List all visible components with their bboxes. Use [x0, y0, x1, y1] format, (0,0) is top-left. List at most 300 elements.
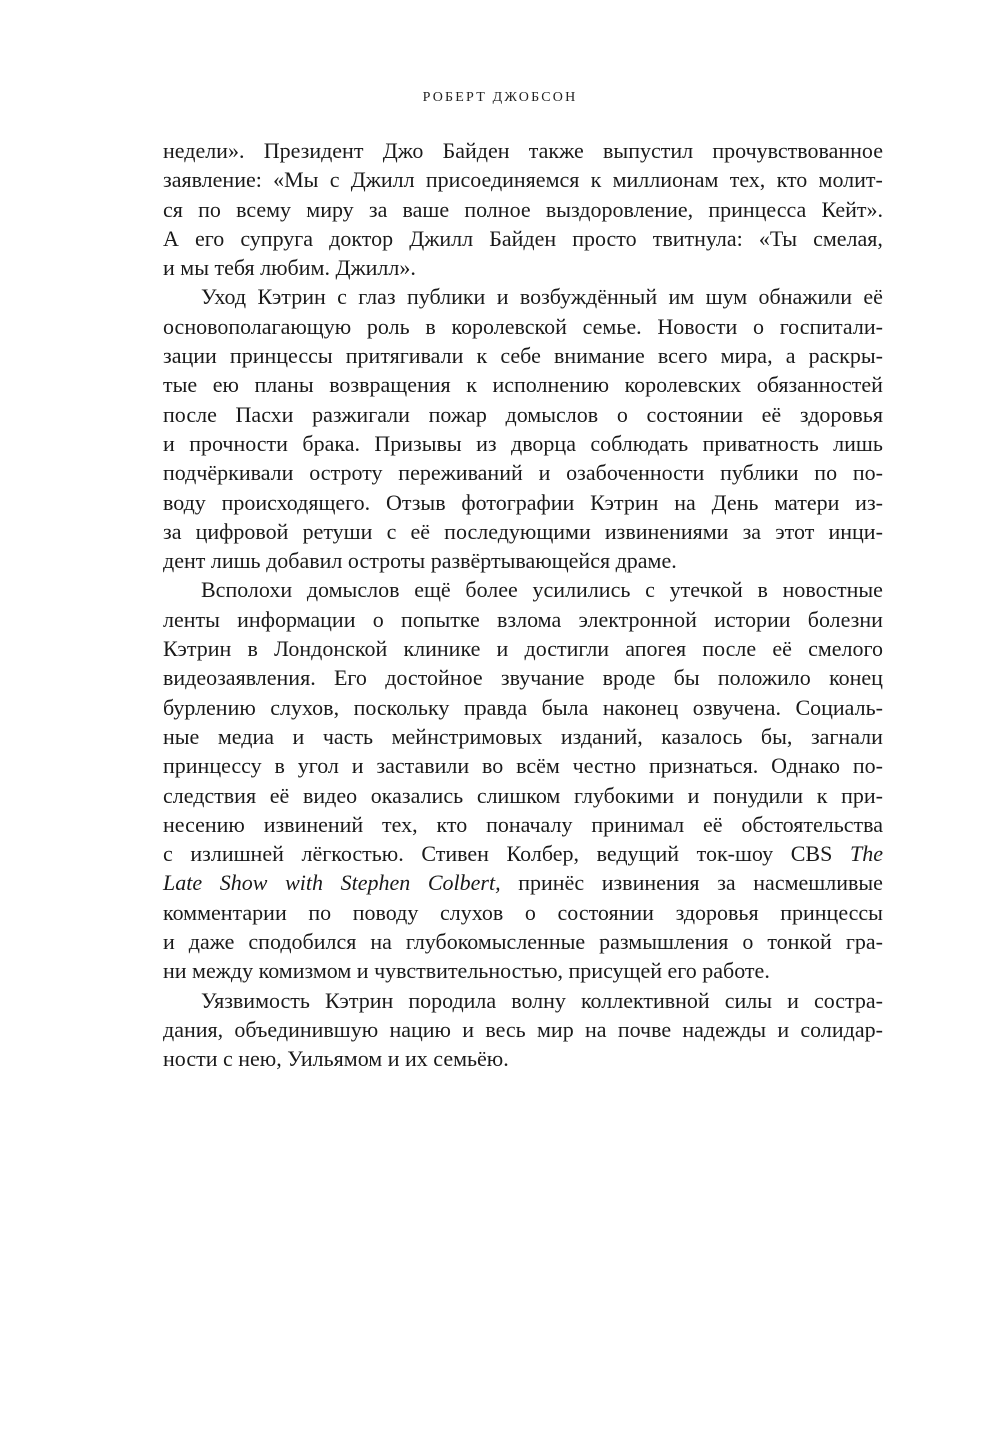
word: А: [163, 225, 179, 251]
text-line: [163, 429, 883, 458]
word: после: [163, 401, 217, 427]
text-line: [163, 517, 883, 546]
word: видеозаявления.: [163, 665, 316, 691]
word: тех,: [382, 811, 418, 837]
word: миру: [306, 196, 354, 222]
word: подчёркивали: [163, 460, 294, 486]
word: Уход: [201, 284, 247, 310]
word: а: [785, 343, 796, 369]
word: в: [247, 636, 258, 662]
word: исполнению: [492, 372, 610, 398]
word: и: [356, 958, 369, 984]
text-line: [163, 898, 883, 927]
word: брака.: [302, 430, 360, 456]
word: её: [761, 401, 782, 427]
word: принёс: [518, 870, 585, 896]
word: его: [667, 958, 697, 984]
word: переживаний: [398, 460, 523, 486]
word: ни: [163, 958, 187, 984]
text-line: [163, 224, 883, 253]
word: Его: [333, 665, 367, 691]
word: насмешливые: [753, 870, 883, 896]
word: звучание: [500, 665, 585, 691]
paragraph: [163, 136, 883, 282]
word: её: [410, 518, 431, 544]
word: лишь: [833, 430, 883, 456]
word: бы: [673, 665, 700, 691]
word: с: [222, 1046, 233, 1072]
text-line: [163, 868, 883, 897]
word: ся: [163, 196, 183, 222]
text-line: [163, 663, 883, 692]
word: принимал: [591, 811, 685, 837]
word: усилились: [532, 577, 631, 603]
text-line: [163, 693, 883, 722]
word: просто: [572, 225, 637, 251]
word: инци-: [828, 518, 883, 544]
word: по: [198, 196, 221, 222]
text-line: [163, 370, 883, 399]
word: понудили: [713, 782, 804, 808]
word: за: [742, 518, 762, 544]
word: раскры-: [808, 343, 883, 369]
word: следствия: [163, 782, 257, 808]
word: честно: [572, 753, 637, 779]
word: присущей: [568, 958, 663, 984]
text-line: [163, 1015, 883, 1044]
word: его: [194, 225, 225, 251]
word: нею,: [238, 1046, 282, 1072]
word: Социаль-: [795, 694, 883, 720]
paragraph: [163, 986, 883, 1074]
word: внимание: [553, 343, 645, 369]
word: заявление:: [163, 167, 262, 193]
word: Джилл: [350, 167, 415, 193]
word: и: [163, 430, 175, 456]
word: доктор: [329, 225, 394, 251]
word: слухов: [439, 899, 504, 925]
word: загнали: [810, 723, 883, 749]
word: тебя: [214, 255, 255, 281]
word: кто: [436, 811, 468, 837]
word: возбуждённый: [519, 284, 658, 310]
text-line: [163, 1044, 883, 1073]
word: к: [590, 167, 602, 193]
word: ретуши: [302, 518, 373, 544]
word: вроде: [602, 665, 656, 691]
text-line: [163, 282, 883, 311]
word: слухов,: [270, 694, 340, 720]
word: и: [687, 782, 700, 808]
text-line: [163, 839, 883, 868]
word: прочности: [189, 430, 288, 456]
paragraph: [163, 575, 883, 985]
word: супруга: [240, 225, 314, 251]
word: любим.: [260, 255, 330, 281]
text-line: [163, 605, 883, 634]
word: здоровья: [675, 899, 759, 925]
text-line: [163, 488, 883, 517]
word: Призывы: [374, 430, 462, 456]
word: соблюдать: [590, 430, 689, 456]
word: кто: [776, 167, 808, 193]
word: за: [717, 870, 736, 896]
word: выздоровление,: [545, 196, 694, 222]
word: за: [163, 518, 182, 544]
word: Байден: [489, 225, 557, 251]
word: добавил: [266, 548, 343, 574]
word: шум: [705, 284, 748, 310]
word: на: [370, 929, 392, 955]
word: всего: [657, 343, 708, 369]
word: всему: [236, 196, 292, 222]
word: День: [711, 489, 759, 515]
word: в: [757, 577, 768, 603]
word: к: [816, 782, 828, 808]
word: ею: [212, 372, 239, 398]
word: между: [192, 958, 254, 984]
word: поскольку: [353, 694, 450, 720]
word: её: [863, 284, 883, 310]
word: себе: [500, 343, 541, 369]
text-line: [163, 956, 883, 985]
word: работе.: [702, 958, 770, 984]
word: с: [645, 577, 655, 603]
word: и: [538, 460, 551, 486]
text-line: [163, 195, 883, 224]
word: и: [292, 723, 305, 749]
word: с: [337, 284, 347, 310]
text-line: [163, 253, 883, 282]
word: породила: [408, 987, 497, 1013]
word: видео: [302, 782, 358, 808]
word: озабоченности: [566, 460, 705, 486]
word: семьёю.: [433, 1046, 509, 1072]
word: принцессы: [780, 899, 883, 925]
word: с: [329, 167, 340, 193]
word: за: [368, 196, 388, 222]
word: ные: [163, 723, 200, 749]
word: также: [528, 138, 584, 163]
word: домыслов: [306, 577, 400, 603]
word: конец: [829, 665, 883, 691]
word: роль: [366, 313, 410, 339]
word: ток-шоу: [696, 841, 774, 867]
word: глаз: [358, 284, 396, 310]
word: недели».: [163, 138, 245, 163]
word: наконец: [602, 694, 679, 720]
word: тех,: [729, 167, 766, 193]
word: зации: [163, 343, 217, 369]
word: воду: [163, 489, 206, 515]
word: и: [787, 987, 799, 1013]
word: Отзыв: [385, 489, 446, 515]
word: весь: [485, 1016, 526, 1042]
word: их: [405, 1046, 428, 1072]
word: волну: [511, 987, 566, 1013]
word: достигли: [524, 636, 610, 662]
word: ленты: [163, 606, 220, 632]
word: на: [584, 1016, 607, 1042]
word: Стивен: [421, 841, 489, 867]
word: попытке: [400, 606, 480, 632]
word: нацию: [389, 1016, 451, 1042]
word: глубокомысленные: [405, 929, 586, 955]
word: информации: [237, 606, 356, 632]
word: публики: [720, 460, 799, 486]
text-line: [163, 575, 883, 604]
word: мы: [180, 255, 209, 281]
word: и: [462, 1016, 475, 1042]
word: мейнстримовых: [391, 723, 543, 749]
word: «Мы: [273, 167, 319, 193]
word: оказались: [370, 782, 464, 808]
word: притягивали: [345, 343, 464, 369]
word: о: [372, 606, 384, 632]
word: озвучена.: [692, 694, 781, 720]
word: о: [742, 929, 754, 955]
word: Кэтрин: [163, 636, 232, 662]
word: Президент: [263, 138, 364, 163]
word: глубокими: [574, 782, 674, 808]
word: возвращения: [329, 372, 451, 398]
word: Show: [219, 870, 268, 896]
word: бурлению: [163, 694, 256, 720]
word: клинике: [403, 636, 481, 662]
word: принцессу: [163, 753, 262, 779]
word: лишь: [210, 548, 261, 574]
word: к: [466, 372, 477, 398]
word: надежды: [682, 1016, 767, 1042]
word: матери: [774, 489, 840, 515]
word: присоединяемся: [425, 167, 580, 193]
word: и: [777, 1016, 790, 1042]
word: в: [274, 753, 285, 779]
word: Colbert,: [427, 870, 501, 896]
word: несению: [163, 811, 245, 837]
word: силы: [724, 987, 773, 1013]
word: извинения: [601, 870, 700, 896]
word: молит-: [818, 167, 883, 193]
word: публики: [406, 284, 486, 310]
word: этот: [775, 518, 815, 544]
word: гра-: [845, 929, 883, 955]
word: миллионам: [612, 167, 719, 193]
word: из-: [855, 489, 883, 515]
word: достойное: [385, 665, 483, 691]
word: пожар: [428, 401, 487, 427]
word: Уязвимость: [201, 987, 310, 1013]
word: ещё: [414, 577, 451, 603]
text-line: [163, 400, 883, 429]
text-line: [163, 751, 883, 780]
word: во: [482, 753, 504, 779]
word: твитнула:: [652, 225, 743, 251]
word: принцесса: [708, 196, 807, 222]
text-line: [163, 165, 883, 194]
text-line: [163, 312, 883, 341]
word: Кэтрин: [257, 284, 326, 310]
word: комментарии: [163, 899, 287, 925]
word: with: [285, 870, 323, 896]
word: по: [308, 899, 332, 925]
word: почве: [617, 1016, 672, 1042]
word: тые: [163, 372, 198, 398]
word: происходящего.: [221, 489, 371, 515]
word: поначалу: [486, 811, 573, 837]
word: Уильямом: [287, 1046, 383, 1072]
word: Stephen: [340, 870, 411, 896]
word: королевских: [624, 372, 742, 398]
word: правда: [463, 694, 528, 720]
word: прочувствованное: [712, 138, 883, 163]
word: Пасхи: [235, 401, 294, 427]
word: взлома: [497, 606, 562, 632]
word: к: [476, 343, 488, 369]
word: новостные: [782, 577, 883, 603]
running-head-author: РОБЕРТ ДЖОБСОН: [422, 90, 578, 105]
word: домыслов: [505, 401, 599, 427]
word: госпитали-: [779, 313, 883, 339]
word: истории: [714, 606, 791, 632]
paragraph: [163, 282, 883, 575]
word: была: [541, 694, 589, 720]
word: Лондонской: [274, 636, 388, 662]
word: принцессы: [229, 343, 333, 369]
word: ности: [163, 1046, 218, 1072]
word: Late: [163, 870, 203, 896]
word: изданий,: [560, 723, 643, 749]
word: сподобился: [248, 929, 357, 955]
word: остроту: [309, 460, 383, 486]
word: разжигали: [312, 401, 410, 427]
word: после: [702, 636, 757, 662]
word: медиа: [217, 723, 274, 749]
word: Джилл: [409, 225, 474, 251]
word: из: [476, 430, 497, 456]
text-line: [163, 722, 883, 751]
word: извинений: [263, 811, 364, 837]
word: смелая,: [813, 225, 883, 251]
word: дворца: [511, 430, 576, 456]
word: солидар-: [800, 1016, 883, 1042]
word: её: [703, 811, 723, 837]
word: слишком: [476, 782, 561, 808]
word: по: [814, 460, 838, 486]
text-line: [163, 781, 883, 810]
word: её: [772, 636, 792, 662]
word: и: [163, 929, 175, 955]
word: планы: [254, 372, 314, 398]
text-line: [163, 136, 883, 165]
word: смелого: [808, 636, 883, 662]
word: по-: [852, 753, 883, 779]
word: о: [752, 313, 764, 339]
word: состра-: [813, 987, 883, 1013]
word: апогея: [625, 636, 687, 662]
word: тонкой: [767, 929, 832, 955]
word: и: [496, 636, 509, 662]
word: извинениями: [604, 518, 729, 544]
word: приватность: [702, 430, 819, 456]
word: с: [386, 518, 397, 544]
word: дент: [163, 548, 206, 574]
text-line: [163, 458, 883, 487]
word: Колбер,: [506, 841, 579, 867]
word: «Ты: [758, 225, 798, 251]
text-line: [163, 927, 883, 956]
word: и: [496, 284, 509, 310]
word: семье.: [582, 313, 642, 339]
word: развёртывающейся: [430, 548, 611, 574]
word: фотографии: [461, 489, 575, 515]
word: здоровья: [799, 401, 883, 427]
word: в: [425, 313, 436, 339]
word: ведущий: [596, 841, 680, 867]
word: электронной: [578, 606, 697, 632]
word: полное: [464, 196, 531, 222]
word: CBS: [790, 841, 833, 867]
word: The: [849, 841, 883, 867]
word: коллективной: [580, 987, 710, 1013]
text-line: [163, 341, 883, 370]
word: и: [387, 1046, 400, 1072]
word: Джилл».: [335, 255, 416, 281]
word: даже: [188, 929, 235, 955]
word: лёгкостью.: [301, 841, 404, 867]
text-line: [163, 810, 883, 839]
text-line: [163, 634, 883, 663]
word: на: [674, 489, 696, 515]
word: при-: [841, 782, 883, 808]
word: о: [616, 401, 628, 427]
word: мира,: [720, 343, 773, 369]
word: обнажили: [758, 284, 852, 310]
word: часть: [322, 723, 374, 749]
word: королевской: [451, 313, 567, 339]
word: по-: [852, 460, 883, 486]
word: состоянии: [557, 899, 654, 925]
text-line: [163, 986, 883, 1015]
word: и: [351, 753, 364, 779]
word: ваше: [402, 196, 450, 222]
word: угол: [297, 753, 339, 779]
word: Однако: [771, 753, 841, 779]
word: и: [163, 255, 175, 281]
word: обязанностей: [756, 372, 883, 398]
word: чувствительностью,: [374, 958, 564, 984]
word: Кэтрин: [325, 987, 394, 1013]
word: казалось: [661, 723, 743, 749]
word: о: [524, 899, 536, 925]
word: им: [668, 284, 695, 310]
word: основополагающую: [163, 313, 352, 339]
word: положило: [717, 665, 811, 691]
word: поводу: [352, 899, 419, 925]
word: драме.: [615, 548, 677, 574]
word: размышления: [599, 929, 729, 955]
word: обстоятельства: [741, 811, 883, 837]
word: признаться.: [649, 753, 759, 779]
word: бы,: [760, 723, 793, 749]
word: дания,: [163, 1016, 224, 1042]
word: выпустил: [603, 138, 694, 163]
word: последующими: [444, 518, 591, 544]
word: более: [465, 577, 518, 603]
word: цифровой: [195, 518, 289, 544]
word: комизмом: [258, 958, 352, 984]
word: с: [163, 841, 173, 867]
